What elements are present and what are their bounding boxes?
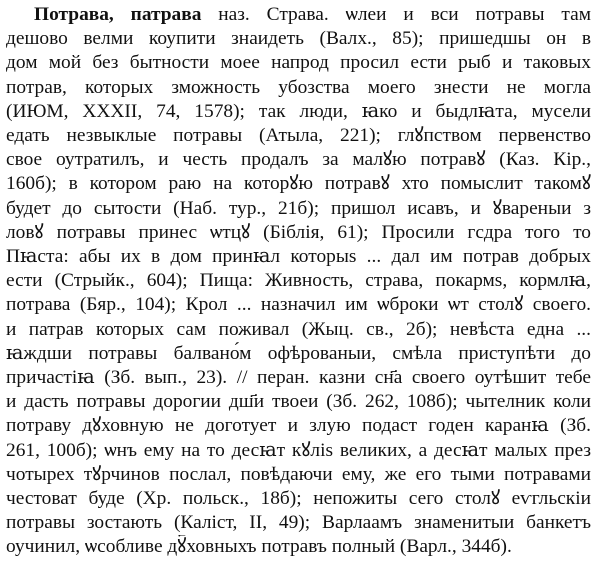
entry-line: ести (Стрыйк., 604); Пища: Живность, страва, покармѕ, кормлꙗ, xyxy=(6,270,591,292)
entry-line: честоват буде (Хр. польск., 18б); непожиты сего столꙋ еѵгльскіи xyxy=(6,488,591,510)
entry-line: чотырех тꙋрчинов послал, повѣдаючи ему, же его тыми потравами xyxy=(6,463,591,485)
entry-line: потрав, которых зможность убозства моего знести не могла xyxy=(6,76,591,98)
entry-line: оучинил, ѡсобливе дꙋ҃ховныхъ потравъ полный (Варл., 344б). xyxy=(6,536,512,558)
entry-line: (ИЮМ, ХХХІІ, 74, 1578); так люди, ꙗко и быдлꙗта, мусели xyxy=(6,100,591,122)
entry-line: и дасть потравы дорогии дш҃и твоеи (Зб. 262, 108б); чытелник коли xyxy=(6,391,591,413)
entry-line: Пꙗста: абы их в дом принꙗл которыѕ ... дал им потрав добрых xyxy=(6,246,591,268)
entry-line-text: наз. Страва. ѡлеи и вси потравы там xyxy=(201,4,591,25)
entry-line: свое оутратилъ, и честь продалъ за малꙋю потравꙋ (Каз. Кір., xyxy=(6,149,591,171)
entry-line: едать незвыклые потравы (Атыла, 221); глꙋпством первенство xyxy=(6,125,591,147)
entry-headword: Потрава, патрава xyxy=(34,4,202,25)
entry-line: причастіꙗ (Зб. вып., 23). // перан. казни сн҃а своего оутѣшит тебе xyxy=(6,367,591,389)
entry-line: и патрав которых сам поживал (Жыц. св., 2б); невѣста една ... xyxy=(6,318,591,340)
entry-line: дом мой без бытности моее напрод просил ести рыб и таковых xyxy=(6,52,591,74)
entry-line: будет до сытости (Наб. тур., 21б); пришол исавъ, и ꙋвареныи з xyxy=(6,197,591,219)
entry-line: дешово велми коупити знаидеть (Валх., 85); пришедшы он в xyxy=(6,28,591,50)
entry-line: ловꙋ потравы принес ѡтцꙋ (Біблія, 61); Просили гсдра того то xyxy=(6,221,591,243)
entry-line: ꙗждши потравы балвано́м офѣрованыи, смѣла приступѣти до xyxy=(6,342,591,364)
entry-line: потрава (Бяр., 104); Крол ... назначил им ѡброки ѡт столꙋ своего. xyxy=(6,294,591,316)
entry-line xyxy=(6,3,591,27)
entry-line: 160б); в котором раю на которꙋю потравꙋ хто помыслит такомꙋ xyxy=(6,173,591,195)
entry-line: 261, 100б); ѡнъ ему на то десꙗт кꙋліѕ великих, а десꙗт малых през xyxy=(6,439,591,461)
entry-line: потравы зостають (Каліст, ІІ, 49); Варлаамъ знаменитыи банкетъ xyxy=(6,512,591,534)
entry-line: потраву дꙋховную не доготует и злую подаст годен каранꙗ (Зб. xyxy=(6,415,591,437)
